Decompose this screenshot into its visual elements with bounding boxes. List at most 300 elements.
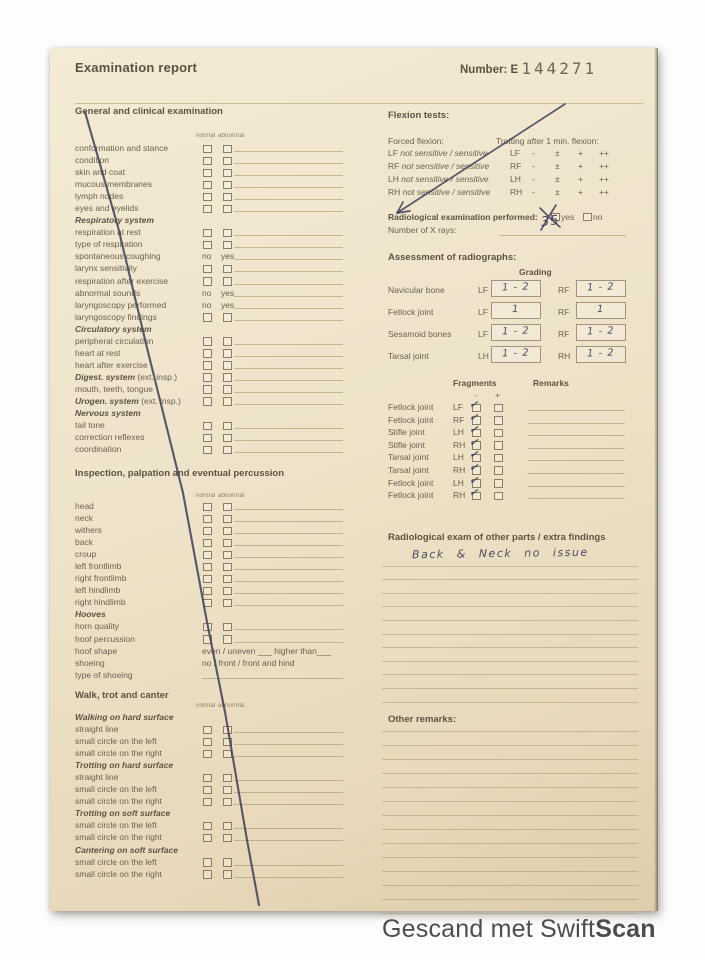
fragment-check-mark: ✓ bbox=[468, 486, 481, 500]
abnormal-checkbox bbox=[223, 786, 232, 795]
grading-box-right bbox=[576, 346, 626, 363]
examination-report-paper bbox=[50, 48, 657, 911]
flexion-limb-left: LF bbox=[388, 148, 401, 158]
flexion-row bbox=[388, 161, 648, 174]
row-label: Hooves bbox=[75, 609, 106, 620]
grading-box-left bbox=[491, 302, 541, 319]
row-label: mouth, teeth, tongue bbox=[75, 383, 153, 394]
normal-checkbox bbox=[203, 157, 212, 166]
row-label: laryngoscopy findings bbox=[75, 311, 157, 322]
answer-line bbox=[234, 642, 343, 643]
answer-line bbox=[234, 380, 343, 381]
normal-checkbox bbox=[203, 527, 212, 536]
form-row bbox=[75, 190, 347, 202]
answer-line bbox=[234, 732, 343, 733]
no-label: no bbox=[593, 212, 603, 222]
row-label: larynx sensitivity bbox=[75, 263, 137, 274]
normal-checkbox bbox=[203, 337, 212, 346]
row-label: shoeing bbox=[75, 657, 105, 668]
flexion-scale-mark: + bbox=[578, 161, 583, 171]
fragment-row-label: Fetlock joint bbox=[388, 490, 434, 501]
form-row bbox=[75, 395, 347, 407]
form-row bbox=[75, 819, 347, 831]
column-header-normal: normal bbox=[196, 702, 216, 709]
ruled-line bbox=[382, 675, 638, 689]
grading-box-left bbox=[491, 280, 541, 297]
row-label: Urogen. system (ext. insp.) bbox=[75, 395, 181, 406]
abnormal-checkbox bbox=[223, 337, 232, 346]
ruled-line bbox=[382, 844, 638, 858]
flexion-scale-mark: ± bbox=[555, 148, 560, 158]
fragment-plus-checkbox bbox=[494, 404, 503, 413]
fragment-remark-line bbox=[528, 473, 625, 474]
answer-line bbox=[234, 756, 343, 757]
normal-checkbox bbox=[203, 434, 212, 443]
grading-label: Grading bbox=[519, 267, 552, 277]
grading-rows bbox=[388, 280, 648, 368]
answer-line bbox=[234, 284, 343, 285]
answer-line bbox=[234, 780, 343, 781]
fragments-plus-header: + bbox=[495, 390, 500, 400]
grading-row-label: Tarsal joint bbox=[388, 351, 429, 361]
xrays-value-handwriting: 35 bbox=[540, 212, 561, 231]
yes-option: yes bbox=[221, 299, 235, 310]
grading-limb-left: LF bbox=[478, 285, 488, 295]
ruled-line bbox=[382, 830, 638, 844]
flexion-row-label bbox=[388, 161, 489, 171]
answer-line bbox=[234, 569, 343, 570]
fragment-limb: RH bbox=[453, 439, 466, 450]
abnormal-checkbox bbox=[223, 858, 232, 867]
column-header-abnormal: abnormal bbox=[218, 132, 245, 139]
yes-label: yes bbox=[561, 212, 575, 222]
row-label: right hindlimb bbox=[75, 597, 126, 608]
answer-line bbox=[202, 678, 343, 679]
flexion-row-label bbox=[388, 174, 489, 184]
answer-line bbox=[234, 605, 343, 606]
fragment-check-mark: ✓ bbox=[468, 448, 481, 462]
answer-line bbox=[234, 259, 343, 260]
row-label: type of shoeing bbox=[75, 669, 133, 680]
abnormal-checkbox bbox=[223, 349, 232, 358]
normal-checkbox bbox=[203, 277, 212, 286]
row-label: croup bbox=[75, 549, 97, 560]
grading-value-right: 1 - 2 bbox=[586, 347, 616, 360]
row-label: Walking on hard surface bbox=[75, 712, 174, 722]
form-row bbox=[75, 548, 347, 560]
fragment-row bbox=[388, 474, 648, 490]
flexion-limb-left: LH bbox=[388, 174, 402, 184]
row-label: Trotting on soft surface bbox=[75, 808, 171, 819]
answer-line bbox=[234, 151, 343, 152]
normal-checkbox bbox=[203, 265, 212, 274]
abnormal-checkbox bbox=[223, 446, 232, 455]
answer-line bbox=[234, 828, 343, 829]
flexion-limb-right: RF bbox=[510, 161, 522, 171]
answer-line bbox=[234, 199, 343, 200]
normal-checkbox bbox=[203, 798, 212, 807]
ruled-line bbox=[382, 662, 638, 676]
section-title: Walk, trot and canter bbox=[75, 690, 169, 701]
answer-line bbox=[234, 545, 343, 546]
normal-checkbox bbox=[203, 229, 212, 238]
normal-checkbox bbox=[203, 515, 212, 524]
normal-checkbox bbox=[203, 587, 212, 596]
flexion-scale-mark: + bbox=[578, 148, 583, 158]
ruled-line bbox=[382, 580, 638, 594]
fragment-check-mark: ✓ bbox=[468, 423, 481, 437]
flexion-rows bbox=[388, 148, 648, 200]
ruled-line bbox=[382, 900, 638, 914]
form-row bbox=[75, 311, 347, 323]
section-title: General and clinical examination bbox=[75, 106, 223, 117]
form-row bbox=[75, 572, 347, 584]
abnormal-checkbox bbox=[223, 157, 232, 166]
ruled-line bbox=[382, 594, 638, 608]
form-row bbox=[75, 795, 347, 807]
row-label: Trotting on hard surface bbox=[75, 760, 174, 771]
ruled-line bbox=[382, 802, 638, 816]
fragment-check-mark: ✓ bbox=[468, 436, 481, 450]
fragments-remarks-label: Remarks bbox=[533, 378, 569, 388]
abnormal-checkbox bbox=[223, 515, 232, 524]
ruled-line bbox=[382, 760, 638, 774]
grading-value-left: 1 - 2 bbox=[501, 347, 531, 360]
ruled-line bbox=[382, 886, 638, 900]
fragment-remark-line bbox=[528, 410, 625, 411]
fragment-row bbox=[388, 486, 648, 502]
other-remarks-ruled-lines bbox=[382, 718, 638, 914]
form-row bbox=[75, 178, 347, 190]
form-row bbox=[75, 166, 347, 178]
form-row bbox=[75, 335, 347, 347]
answer-line bbox=[234, 452, 343, 453]
grading-value-right: 1 bbox=[597, 303, 605, 316]
section-rows bbox=[75, 142, 347, 455]
row-label: condition bbox=[75, 155, 110, 166]
row-label: small circle on the left bbox=[75, 856, 157, 867]
form-row bbox=[75, 868, 347, 880]
ruled-line bbox=[382, 858, 638, 872]
answer-line bbox=[234, 163, 343, 164]
fragment-plus-checkbox bbox=[494, 466, 503, 475]
section-rows bbox=[75, 500, 347, 681]
grading-box-right bbox=[576, 302, 626, 319]
form-row bbox=[75, 275, 347, 287]
fragment-remark-line bbox=[528, 448, 625, 449]
form-row bbox=[75, 596, 347, 608]
abnormal-checkbox bbox=[223, 798, 232, 807]
ruled-line bbox=[382, 689, 638, 703]
column-header-normal: normal bbox=[196, 132, 216, 139]
form-row bbox=[75, 323, 347, 335]
fragments-rows bbox=[388, 398, 648, 502]
fragment-remark-line bbox=[528, 498, 625, 499]
right-form-column bbox=[388, 48, 648, 911]
fragment-remark-line bbox=[528, 460, 625, 461]
fragment-row-label: Fetlock joint bbox=[388, 477, 434, 488]
assessment-title: Assessment of radiographs: bbox=[388, 252, 517, 263]
section-title: Inspection, palpation and eventual percussion bbox=[75, 468, 285, 479]
abnormal-checkbox bbox=[223, 599, 232, 608]
abnormal-checkbox bbox=[223, 822, 232, 831]
abnormal-checkbox bbox=[223, 587, 232, 596]
answer-line bbox=[234, 271, 343, 272]
no-option: no bbox=[202, 299, 212, 310]
ruled-line bbox=[382, 816, 638, 830]
answer-line bbox=[234, 187, 343, 188]
fragment-plus-checkbox bbox=[494, 479, 503, 488]
grading-row bbox=[388, 346, 648, 368]
column-header-abnormal: abnormal bbox=[218, 702, 245, 709]
answer-line bbox=[234, 296, 343, 297]
normal-checkbox bbox=[203, 822, 212, 831]
abnormal-checkbox bbox=[223, 277, 232, 286]
report-number-label: Number: E bbox=[460, 64, 519, 76]
row-label: eyes and eyelids bbox=[75, 203, 139, 214]
row-options-text: even / uneven ___ higher than___ bbox=[202, 645, 332, 656]
flexion-scale-mark: ++ bbox=[599, 161, 609, 171]
form-row bbox=[75, 154, 347, 166]
answer-line bbox=[234, 404, 343, 405]
row-label: right frontlimb bbox=[75, 573, 127, 584]
yes-option: yes bbox=[221, 287, 235, 298]
fragment-remark-line bbox=[528, 423, 625, 424]
trotting-label: Trotting after 1 min. flexion: bbox=[496, 136, 599, 146]
fragment-row-label: Stifle joint bbox=[388, 439, 425, 450]
normal-checkbox bbox=[203, 726, 212, 735]
form-row bbox=[75, 500, 347, 512]
row-label: small circle on the right bbox=[75, 796, 162, 807]
row-label: small circle on the left bbox=[75, 736, 157, 747]
form-row bbox=[75, 856, 347, 868]
form-row bbox=[75, 536, 347, 548]
row-label: laryngoscopy performed bbox=[75, 299, 167, 310]
flexion-sensitivity-text: not sensitive / sensitive bbox=[401, 174, 489, 184]
normal-checkbox bbox=[203, 858, 212, 867]
normal-checkbox bbox=[203, 834, 212, 843]
flexion-limb-right: LF bbox=[510, 148, 520, 158]
abnormal-checkbox bbox=[223, 539, 232, 548]
flexion-scale-mark: ++ bbox=[599, 187, 609, 197]
ruled-line bbox=[382, 746, 638, 760]
form-row bbox=[75, 771, 347, 783]
abnormal-checkbox bbox=[223, 834, 232, 843]
normal-checkbox bbox=[203, 623, 212, 632]
yes-option: yes bbox=[221, 251, 235, 262]
normal-checkbox bbox=[203, 575, 212, 584]
fragment-limb: RF bbox=[453, 414, 465, 425]
forced-flexion-label: Forced flexion: bbox=[388, 136, 444, 146]
row-label: Cantering on soft surface bbox=[75, 844, 178, 855]
fragment-limb: RH bbox=[453, 464, 466, 475]
fragment-row bbox=[388, 448, 648, 464]
grading-row bbox=[388, 280, 648, 302]
row-label: heart after exercise bbox=[75, 359, 148, 370]
form-row bbox=[75, 142, 347, 154]
form-row bbox=[75, 657, 347, 669]
abnormal-checkbox bbox=[223, 551, 232, 560]
row-label: Respiratory system bbox=[75, 215, 154, 226]
ruled-line bbox=[382, 718, 638, 732]
grading-row-label: Fetlock joint bbox=[388, 307, 434, 317]
row-label: type of respiration bbox=[75, 239, 143, 250]
flexion-scale-mark: - bbox=[532, 187, 535, 197]
abnormal-checkbox bbox=[223, 503, 232, 512]
other-remarks-title: Other remarks: bbox=[388, 714, 457, 725]
grading-limb-right: RF bbox=[558, 285, 570, 295]
fragment-check-mark: ✓ bbox=[468, 398, 481, 412]
flexion-scale-mark: ± bbox=[555, 161, 560, 171]
form-row bbox=[75, 783, 347, 795]
form-row bbox=[75, 633, 347, 645]
column-headers bbox=[75, 132, 347, 142]
ruled-line bbox=[382, 621, 638, 635]
row-label: respiration at rest bbox=[75, 227, 141, 238]
fragment-plus-checkbox bbox=[494, 454, 503, 463]
flexion-scale-mark: ++ bbox=[599, 148, 609, 158]
abnormal-checkbox bbox=[223, 738, 232, 747]
form-row bbox=[75, 669, 347, 681]
normal-checkbox bbox=[203, 422, 212, 431]
answer-line bbox=[234, 247, 343, 248]
flexion-sensitivity-text: not sensitive / sensitive bbox=[402, 187, 491, 197]
grading-value-left: 1 - 2 bbox=[501, 281, 531, 294]
answer-line bbox=[234, 392, 343, 393]
grading-value-left: 1 bbox=[512, 303, 520, 316]
flexion-row-label bbox=[388, 187, 490, 197]
row-label: neck bbox=[75, 513, 93, 524]
fragment-plus-checkbox bbox=[494, 416, 503, 425]
row-label: horn quality bbox=[75, 621, 119, 632]
abnormal-checkbox bbox=[223, 205, 232, 214]
grading-row-label: Sesamoid bones bbox=[388, 329, 452, 339]
grading-row bbox=[388, 302, 648, 324]
abnormal-checkbox bbox=[223, 750, 232, 759]
grading-box-right bbox=[576, 324, 626, 341]
fragment-remark-line bbox=[528, 486, 625, 487]
normal-checkbox bbox=[203, 313, 212, 322]
abnormal-checkbox bbox=[223, 623, 232, 632]
form-row bbox=[75, 347, 347, 359]
form-row bbox=[75, 226, 347, 238]
form-row bbox=[75, 407, 347, 419]
form-row bbox=[75, 723, 347, 735]
fragment-check-mark: ✓ bbox=[468, 474, 481, 488]
normal-checkbox bbox=[203, 397, 212, 406]
row-label: small circle on the left bbox=[75, 820, 157, 831]
form-row bbox=[75, 747, 347, 759]
row-label: mucous membranes bbox=[75, 179, 153, 190]
answer-line bbox=[234, 521, 343, 522]
abnormal-checkbox bbox=[223, 265, 232, 274]
flexion-tests-title: Flexion tests: bbox=[388, 110, 450, 121]
normal-checkbox bbox=[203, 349, 212, 358]
flexion-scale-mark: + bbox=[578, 174, 583, 184]
form-row bbox=[75, 299, 347, 311]
abnormal-checkbox bbox=[223, 361, 232, 370]
fragment-limb: RH bbox=[453, 490, 466, 501]
normal-checkbox bbox=[203, 750, 212, 759]
answer-line bbox=[234, 356, 343, 357]
abnormal-checkbox bbox=[223, 527, 232, 536]
normal-checkbox bbox=[203, 635, 212, 644]
row-label: lymph nodes bbox=[75, 191, 124, 202]
normal-checkbox bbox=[203, 145, 212, 154]
fragment-row bbox=[388, 423, 648, 439]
ruled-line bbox=[382, 607, 638, 621]
column-header-abnormal: abnormal bbox=[218, 492, 245, 499]
grading-limb-left: LF bbox=[478, 329, 488, 339]
row-label: heart at rest bbox=[75, 347, 121, 358]
grading-value-right: 1 - 2 bbox=[586, 281, 616, 294]
fragment-plus-checkbox bbox=[494, 429, 503, 438]
fragment-row bbox=[388, 461, 648, 477]
ruled-line bbox=[382, 648, 638, 662]
answer-line bbox=[234, 235, 343, 236]
abnormal-checkbox bbox=[223, 635, 232, 644]
answer-line bbox=[234, 629, 343, 630]
fragment-row-label: Fetlock joint bbox=[388, 402, 434, 412]
fragment-plus-checkbox bbox=[494, 492, 503, 501]
normal-checkbox bbox=[203, 193, 212, 202]
row-label: conformation and stance bbox=[75, 143, 169, 153]
flexion-limb-right: LH bbox=[510, 174, 521, 184]
flexion-row-label bbox=[388, 148, 488, 158]
row-label: hoof shape bbox=[75, 645, 118, 656]
form-row bbox=[75, 431, 347, 443]
normal-checkbox bbox=[203, 373, 212, 382]
row-label: respiration after exercise bbox=[75, 275, 169, 286]
row-label: left frontlimb bbox=[75, 561, 122, 572]
fragment-limb: LH bbox=[453, 427, 464, 438]
flexion-row bbox=[388, 187, 648, 200]
answer-line bbox=[234, 344, 343, 345]
flexion-scale-mark: ± bbox=[555, 174, 560, 184]
answer-line bbox=[234, 509, 343, 510]
form-row bbox=[75, 419, 347, 431]
fragment-remark-line bbox=[528, 435, 625, 436]
abnormal-checkbox bbox=[223, 373, 232, 382]
row-label: Nervous system bbox=[75, 408, 141, 419]
row-label: peripheral circulation bbox=[75, 335, 154, 346]
normal-checkbox bbox=[203, 503, 212, 512]
form-row bbox=[75, 711, 347, 723]
row-label-emph: Urogen. system bbox=[75, 395, 139, 406]
row-options-text: no / front / front and hind bbox=[202, 657, 295, 668]
flexion-row bbox=[388, 174, 648, 187]
grading-limb-right: RH bbox=[558, 351, 571, 361]
other-parts-title: Radiological exam of other parts / extra findings bbox=[388, 532, 606, 543]
left-form-column bbox=[75, 48, 347, 911]
normal-checkbox bbox=[203, 870, 212, 879]
form-row bbox=[75, 443, 347, 455]
normal-checkbox bbox=[203, 205, 212, 214]
ruled-line bbox=[382, 553, 638, 567]
form-row bbox=[75, 262, 347, 274]
grading-box-left bbox=[491, 346, 541, 363]
row-label: back bbox=[75, 537, 93, 548]
answer-line bbox=[234, 744, 343, 745]
form-row bbox=[75, 383, 347, 395]
flexion-row bbox=[388, 148, 648, 161]
answer-line bbox=[234, 440, 343, 441]
answer-line bbox=[234, 175, 343, 176]
fragment-row-label: Fetlock joint bbox=[388, 414, 434, 425]
answer-line bbox=[234, 428, 343, 429]
normal-checkbox bbox=[203, 385, 212, 394]
fragments-minus-header: - bbox=[475, 390, 478, 400]
